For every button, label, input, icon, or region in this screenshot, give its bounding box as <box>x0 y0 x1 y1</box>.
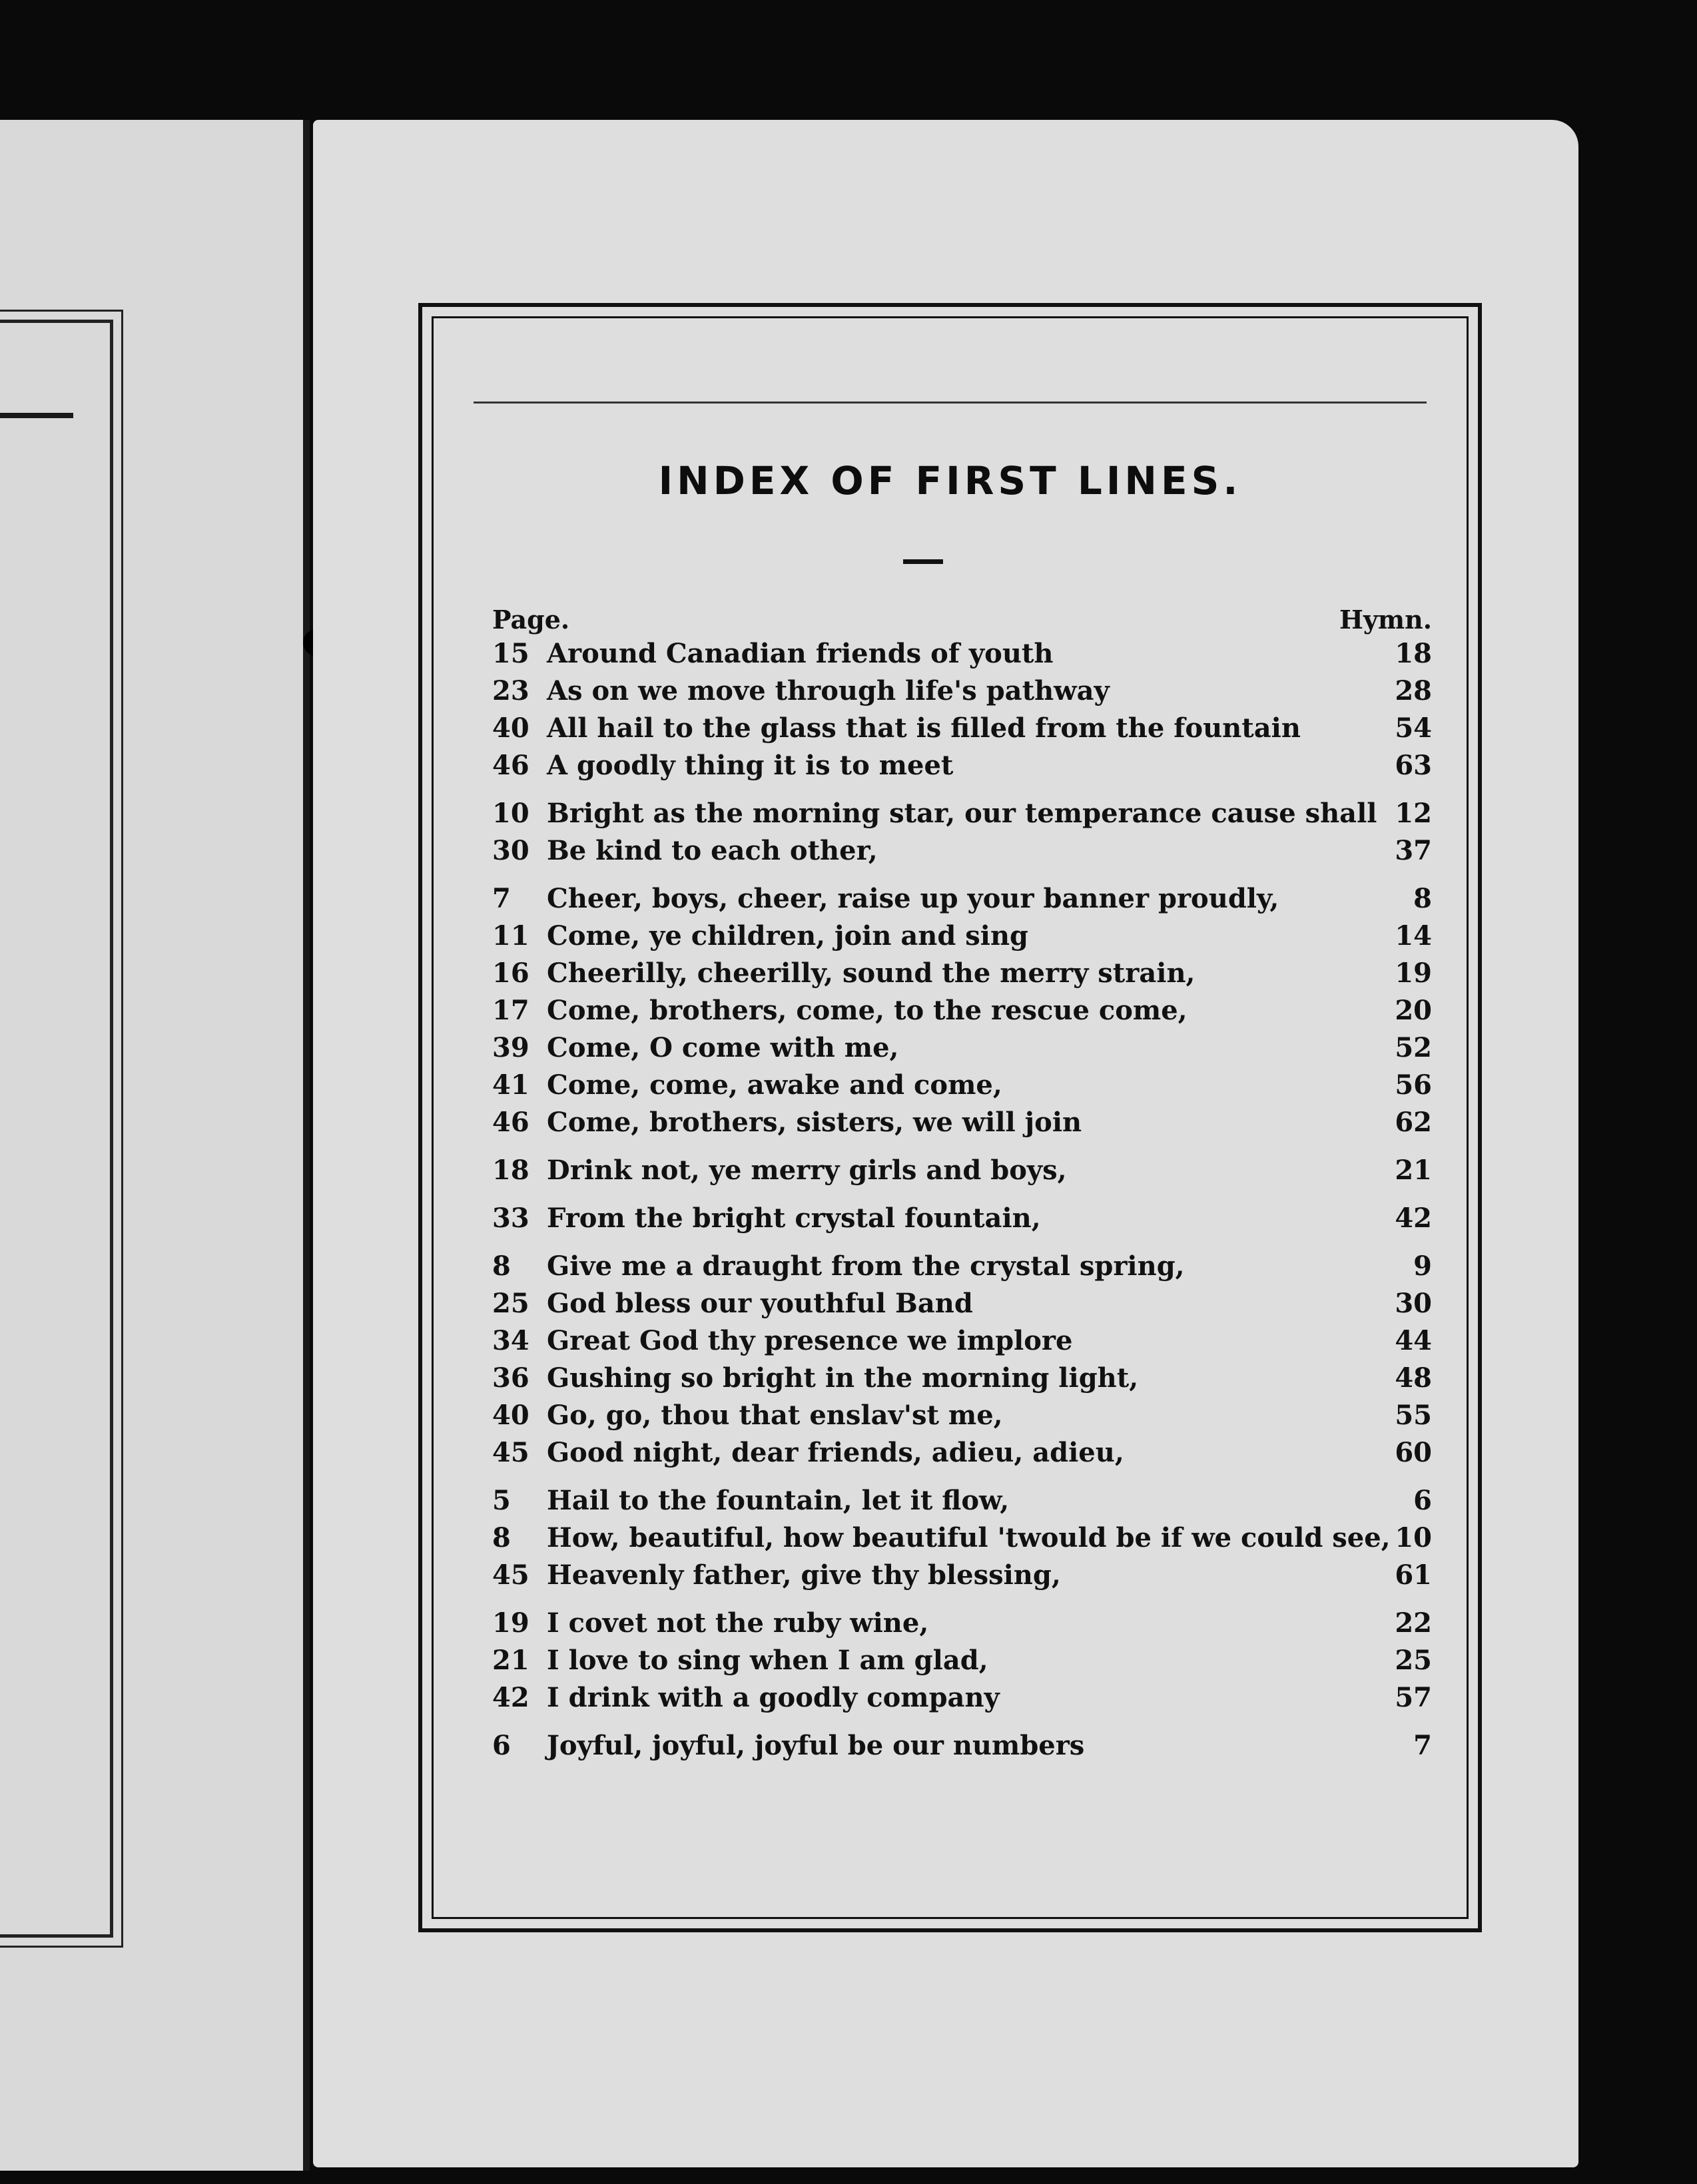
entry-hymn-number: 10 <box>1395 1522 1432 1553</box>
entry-first-line: Gushing so bright in the morning light, <box>547 1362 1139 1394</box>
index-entry <box>434 1069 1467 1107</box>
facing-page-left <box>0 120 310 2171</box>
entry-hymn-number: 37 <box>1395 835 1432 866</box>
entry-hymn-number: 20 <box>1395 995 1432 1026</box>
entry-first-line: All hail to the glass that is filled from the fountain <box>547 712 1301 744</box>
entry-hymn-number: 18 <box>1395 638 1432 669</box>
entry-hymn-number: 55 <box>1395 1400 1432 1431</box>
entry-hymn-number: 60 <box>1395 1437 1432 1468</box>
index-entry <box>434 835 1467 872</box>
entry-first-line: I drink with a goodly company <box>547 1682 1000 1713</box>
entry-page-number: 18 <box>492 1155 529 1186</box>
entry-first-line: Come, brothers, come, to the rescue come, <box>547 995 1188 1026</box>
page-title: INDEX OF FIRST LINES. <box>658 458 1242 503</box>
entry-first-line: Come, brothers, sisters, we will join <box>547 1107 1082 1138</box>
entry-first-line: Come, ye children, join and sing <box>547 920 1029 952</box>
entry-first-line: From the bright crystal fountain, <box>547 1203 1041 1234</box>
entry-first-line: Be kind to each other, <box>547 835 878 866</box>
entry-page-number: 16 <box>492 957 529 989</box>
index-border-inner <box>432 316 1469 1919</box>
entry-page-number: 46 <box>492 750 529 781</box>
index-entry <box>434 1032 1467 1069</box>
entry-page-number: 8 <box>492 1250 511 1282</box>
index-entry <box>434 920 1467 957</box>
index-entry <box>434 1607 1467 1645</box>
entry-page-number: 11 <box>492 920 529 952</box>
entry-page-number: 40 <box>492 712 529 744</box>
index-entry <box>434 750 1467 787</box>
entry-first-line: Come, O come with me, <box>547 1032 899 1063</box>
entry-page-number: 21 <box>492 1645 529 1676</box>
entry-first-line: I love to sing when I am glad, <box>547 1645 988 1676</box>
index-entry <box>434 1437 1467 1474</box>
index-entry <box>434 798 1467 835</box>
entry-page-number: 46 <box>492 1107 529 1138</box>
entry-hymn-number: 25 <box>1395 1645 1432 1676</box>
index-entry <box>434 1559 1467 1597</box>
entry-hymn-number: 19 <box>1395 957 1432 989</box>
entry-page-number: 40 <box>492 1400 529 1431</box>
entry-hymn-number: 57 <box>1395 1682 1432 1713</box>
entry-hymn-number: 54 <box>1395 712 1432 744</box>
entry-first-line: Good night, dear friends, adieu, adieu, <box>547 1437 1124 1468</box>
entry-page-number: 25 <box>492 1288 529 1319</box>
entry-hymn-number: 12 <box>1395 798 1432 829</box>
entry-page-number: 15 <box>492 638 529 669</box>
index-entry <box>434 675 1467 712</box>
index-border-outer <box>418 303 1482 1932</box>
column-header-page: Page. <box>492 605 570 635</box>
entry-page-number: 33 <box>492 1203 529 1234</box>
entry-first-line: As on we move through life's pathway <box>547 675 1110 706</box>
entry-first-line: Great God thy presence we implore <box>547 1325 1073 1356</box>
entry-hymn-number: 7 <box>1413 1730 1432 1761</box>
entry-first-line: Drink not, ye merry girls and boys, <box>547 1155 1067 1186</box>
entry-hymn-number: 30 <box>1395 1288 1432 1319</box>
index-entries <box>434 638 1467 1903</box>
entry-hymn-number: 62 <box>1395 1107 1432 1138</box>
entry-page-number: 39 <box>492 1032 529 1063</box>
entry-hymn-number: 21 <box>1395 1155 1432 1186</box>
entry-first-line: Cheerilly, cheerilly, sound the merry strain, <box>547 957 1195 989</box>
entry-page-number: 23 <box>492 675 529 706</box>
entry-page-number: 30 <box>492 835 529 866</box>
entry-page-number: 36 <box>492 1362 529 1394</box>
entry-first-line: Go, go, thou that enslav'st me, <box>547 1400 1003 1431</box>
entry-page-number: 10 <box>492 798 529 829</box>
index-entry <box>434 712 1467 750</box>
entry-hymn-number: 22 <box>1395 1607 1432 1639</box>
entry-hymn-number: 56 <box>1395 1069 1432 1101</box>
index-entry <box>434 995 1467 1032</box>
index-entry <box>434 1107 1467 1144</box>
entry-first-line: I covet not the ruby wine, <box>547 1607 929 1639</box>
index-entry <box>434 957 1467 995</box>
entry-hymn-number: 42 <box>1395 1203 1432 1234</box>
entry-first-line: Around Canadian friends of youth <box>547 638 1054 669</box>
entry-first-line: Give me a draught from the crystal spring, <box>547 1250 1185 1282</box>
column-header-hymn: Hymn. <box>1339 605 1432 635</box>
index-entry <box>434 1203 1467 1240</box>
entry-hymn-number: 28 <box>1395 675 1432 706</box>
index-entry <box>434 1485 1467 1522</box>
entry-first-line: How, beautiful, how beautiful 'twould be if we could see, <box>547 1522 1391 1553</box>
entry-hymn-number: 52 <box>1395 1032 1432 1063</box>
entry-hymn-number: 14 <box>1395 920 1432 952</box>
entry-page-number: 41 <box>492 1069 529 1101</box>
entry-first-line: God bless our youthful Band <box>547 1288 973 1319</box>
entry-page-number: 42 <box>492 1682 529 1713</box>
entry-first-line: Come, come, awake and come, <box>547 1069 1002 1101</box>
entry-page-number: 45 <box>492 1559 529 1591</box>
entry-page-number: 5 <box>492 1485 511 1516</box>
entry-hymn-number: 9 <box>1413 1250 1432 1282</box>
entry-first-line: Heavenly father, give thy blessing, <box>547 1559 1061 1591</box>
left-page-border <box>0 320 113 1938</box>
index-entry <box>434 1288 1467 1325</box>
entry-hymn-number: 61 <box>1395 1559 1432 1591</box>
entry-page-number: 34 <box>492 1325 529 1356</box>
entry-first-line: Bright as the morning star, our temperance cause shall <box>547 798 1377 829</box>
entry-page-number: 7 <box>492 883 511 914</box>
index-entry <box>434 1400 1467 1437</box>
index-entry <box>434 1155 1467 1192</box>
entry-hymn-number: 63 <box>1395 750 1432 781</box>
entry-hymn-number: 8 <box>1413 883 1432 914</box>
index-entry <box>434 1250 1467 1288</box>
index-entry <box>434 1362 1467 1400</box>
entry-page-number: 45 <box>492 1437 529 1468</box>
index-entry <box>434 1682 1467 1719</box>
index-entry <box>434 1325 1467 1362</box>
entry-page-number: 17 <box>492 995 529 1026</box>
index-entry <box>434 1730 1467 1767</box>
entry-page-number: 19 <box>492 1607 529 1639</box>
entry-page-number: 6 <box>492 1730 511 1761</box>
left-page-rule <box>0 413 73 418</box>
entry-page-number: 8 <box>492 1522 511 1553</box>
index-entry <box>434 1522 1467 1559</box>
entry-hymn-number: 6 <box>1413 1485 1432 1516</box>
title-dash <box>903 559 943 564</box>
entry-first-line: A goodly thing it is to meet <box>547 750 954 781</box>
header-rule <box>474 402 1427 404</box>
index-entry <box>434 1645 1467 1682</box>
entry-first-line: Joyful, joyful, joyful be our numbers <box>547 1730 1085 1761</box>
entry-hymn-number: 44 <box>1395 1325 1432 1356</box>
entry-first-line: Hail to the fountain, let it flow, <box>547 1485 1010 1516</box>
index-entry <box>434 883 1467 920</box>
entry-hymn-number: 48 <box>1395 1362 1432 1394</box>
entry-first-line: Cheer, boys, cheer, raise up your banner proudly, <box>547 883 1279 914</box>
index-entry <box>434 638 1467 675</box>
